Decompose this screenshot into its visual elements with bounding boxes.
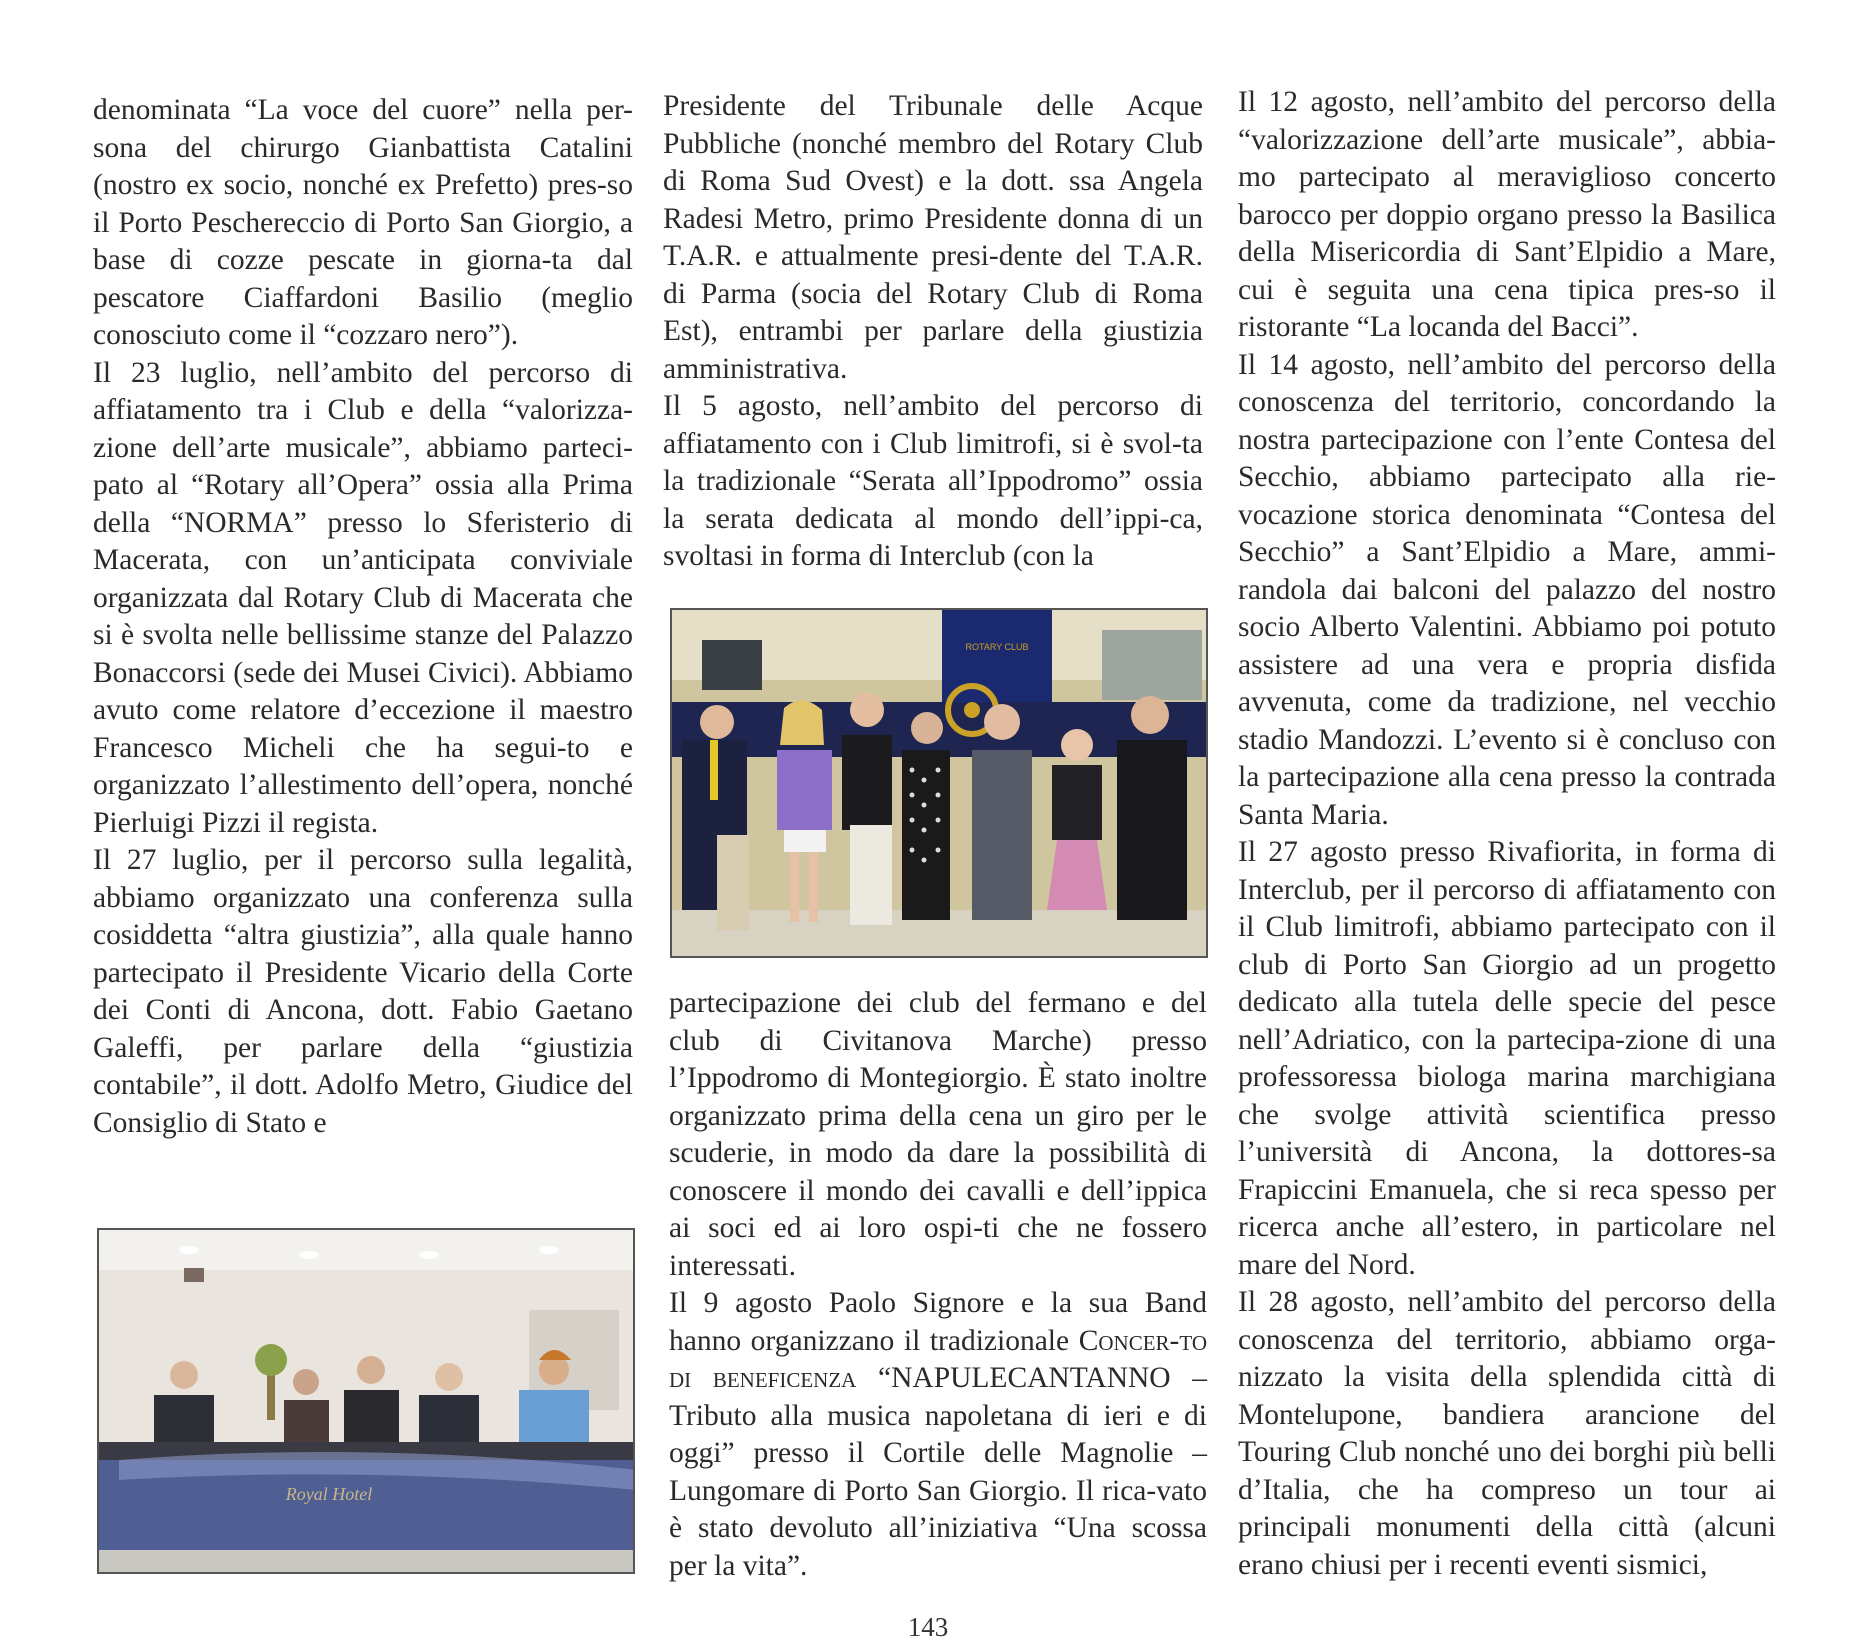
column-middle-top-text: Presidente del Tribunale delle Acque Pubbliche (nonché membro del Rotary Club di Roma Sud Ovest) e la dott. ssa Angela Radesi Metro, primo Presidente donna di un T.A.R. e attualmente presi-dente del T.A.R. di Parma (socia del Rotary Club di Roma Est), entrambi per parlare della giustizia amministrativa. Il 5 agosto, nell’ambito del percorso di affiatamento con i Club limitrofi, si è svol-ta la tradizionale “Serata all’Ippodromo” ossia la serata dedicata al mondo dell’ippi-ca, svoltasi in forma di Interclub (con la [663,90,1203,572]
column-left-text: denominata “La voce del cuore” nella per-sona del chirurgo Gianbattista Catalini (nostro ex socio, nonché ex Prefetto) pres-so il Porto Peschereccio di Porto San Giorgio, a base di cozze pescate in giorna-ta dal pescatore Ciaffardoni Basilio (meglio conosciuto come il “cozzaro nero”). Il 23 luglio, nell’ambito del percorso di affiatamento tra i Club e della “valorizza-zione dell’arte musicale”, abbiamo parteci-pato al “Rotary all’Opera” ossia alla Prima della “NORMA” presso lo Sferisterio di Macerata, con un’anticipata conviviale organizzata dal Rotary Club di Macerata che si è svolta nelle bellissime stanze del Palazzo Bonaccorsi (sede dei Musei Civici). Abbiamo avuto come relatore d’eccezione il maestro Francesco Micheli che ha segui-to e organizzato l’allestimento dell’opera, nonché Pierluigi Pizzi il regista. Il 27 luglio, per il percorso sulla legalità, abbiamo organizzato una conferenza sulla cosiddetta “altra giustizia”, alla quale hanno partecipato il Presidente Vicario della Corte dei Conti di Ancona, dott. Fabio Gaetano Galeffi, per parlare della “giustizia contabile”, il dott. Adolfo Metro, Giudice del Consiglio di Stato e [93,94,633,1139]
column-right-text: Il 12 agosto, nell’ambito del percorso della “valorizzazione dell’arte musicale”, abbia-mo partecipato al meraviglioso concerto barocco per doppio organo presso la Basilica della Misericordia di Sant’Elpidio a Mare, cui è seguita una cena tipica pres-so il ristorante “La locanda del Bacci”. Il 14 agosto, nell’ambito del percorso della conoscenza del territorio, concordando la nostra partecipazione con l’ente Contesa del Secchio, abbiamo partecipato alla rie-vocazione storica denominata “Contesa del Secchio” a Sant’Elpidio a Mare, ammi-randola dai balconi del palazzo del nostro socio Alberto Valentini. Abbiamo poi potuto assistere ad una vera e propria disfida avvenuta, come da tradizione, nel vecchio stadio Mandozzi. L’evento si è concluso con la partecipazione alla cena presso la contrada Santa Maria. Il 27 agosto presso Rivafiorita, in forma di Interclub, per il percorso di affiatamento con il Club limitrofi, abbiamo partecipato con il club di Porto San Giorgio ad un progetto dedicato alla tutela delle specie del pesce nell’Adriatico, con la partecipa-zione di una professoressa biologa marina marchigiana che svolge attività scientifica presso l’università di Ancona, la dottores-sa Frapiccini Emanuela, che si reca spesso per ricerca anche all’estero, in particolare nel mare del Nord. Il 28 agosto, nell’ambito del percorso della conoscenza del territorio, abbiamo orga-nizzato la visita della splendida città di Montelupone, bandiera arancione del Touring Club nonché uno dei borghi più belli d’Italia, che ha compreso un tour ai principali monumenti della città (alcuni erano chiusi per i recenti eventi sismici, [1238,86,1776,1581]
column-middle-bottom-text-a: partecipazione dei club del fermano e del club di Civitanova Marche) presso l’Ippodromo di Montegiorgio. È stato inoltre organizzato prima della cena un giro per le scuderie, in modo da dare la possibilità di conoscere il mondo dei cavalli e dell’ippica ai soci ed ai loro ospi-ti che ne fossero interessati. Il 9 agosto Paolo Signore e la sua Band hanno organizzano il tradizionale [669,987,1207,1357]
meeting-photo [97,1228,635,1574]
group-banner-text: ROTARY CLUB [965,642,1029,652]
column-middle-bottom-text-b: “NAPULECANTANNO – Tributo alla musica napoletana di ieri e di oggi” presso il Cortile delle Magnolie – Lungomare di Porto San Giorgio. Il rica-vato è stato devoluto all’iniziativa “Una scossa per la vita”. [669,1362,1208,1582]
column-left [93,92,633,1142]
column-right [1238,84,1776,1584]
meeting-desk-text: Royal Hotel [285,1484,373,1504]
page-number: 143 [907,1612,949,1642]
column-middle-bottom-paragraph [669,985,1207,1585]
group-photo [670,608,1208,958]
column-middle-bottom [669,985,1207,1585]
group-photo-illustration [672,610,1208,958]
meeting-photo-illustration [99,1230,635,1574]
concert-smallcaps-text: Concer-to di beneficenza [669,1324,1207,1394]
column-middle-top [663,88,1203,576]
